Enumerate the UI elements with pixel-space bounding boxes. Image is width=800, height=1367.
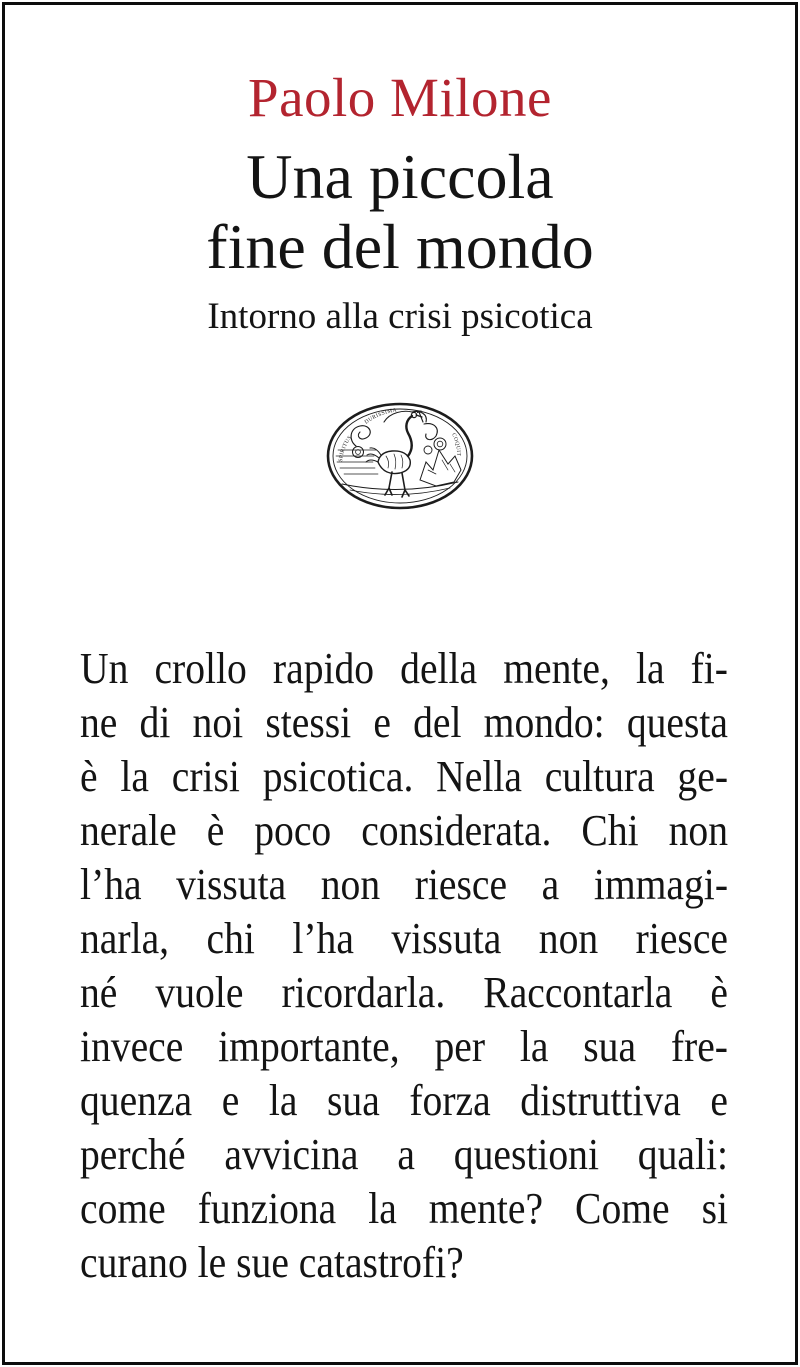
publisher-emblem bbox=[324, 400, 476, 512]
emblem-line-art bbox=[328, 404, 472, 508]
rocks bbox=[420, 450, 461, 486]
book-title bbox=[0, 142, 800, 282]
body-text-line: è la crisi psicotica. Nella cultura ge- bbox=[80, 752, 728, 801]
emblem-motto-word-3: COQUIT bbox=[450, 432, 462, 457]
svg-text:SPIRITUS bbox=[338, 435, 353, 462]
emblem-motto-word-1: SPIRITUS bbox=[338, 434, 354, 463]
body-text-line: perché avvicina a questioni quali: bbox=[80, 1130, 728, 1179]
ostrich bbox=[366, 411, 423, 497]
svg-text:COQUIT bbox=[450, 432, 461, 456]
title-line-1: Una piccola bbox=[246, 141, 554, 212]
body-text-line: invece importante, per la sua fre- bbox=[80, 1022, 728, 1071]
body-text-line: curano le sue catastrofi? bbox=[80, 1238, 464, 1287]
body-text-line: Un crollo rapido della mente, la fi- bbox=[80, 644, 728, 693]
book-subtitle: Intorno alla crisi psicotica bbox=[207, 296, 593, 337]
title-line-2: fine del mondo bbox=[206, 211, 594, 282]
body-text-line: come funziona la mente? Come si bbox=[80, 1184, 728, 1233]
author-name: Paolo Milone bbox=[248, 67, 552, 128]
body-text-line: quenza e la sua forza distruttiva e bbox=[80, 1076, 728, 1125]
book-description bbox=[80, 642, 728, 1290]
body-text-line: nerale è poco considerata. Chi non bbox=[80, 806, 728, 855]
body-text-line: ne di noi stessi e del mondo: questa bbox=[80, 698, 728, 747]
ostrich-emblem-icon bbox=[324, 400, 476, 512]
body-text-line: l’ha vissuta non riesce a immagi- bbox=[80, 860, 728, 909]
body-text-line: narla, chi l’ha vissuta non riesce bbox=[80, 914, 728, 963]
emblem-motto-word-2: DURISSIMA bbox=[363, 407, 398, 426]
body-text-line: né vuole ricordarla. Raccontarla è bbox=[80, 968, 728, 1017]
